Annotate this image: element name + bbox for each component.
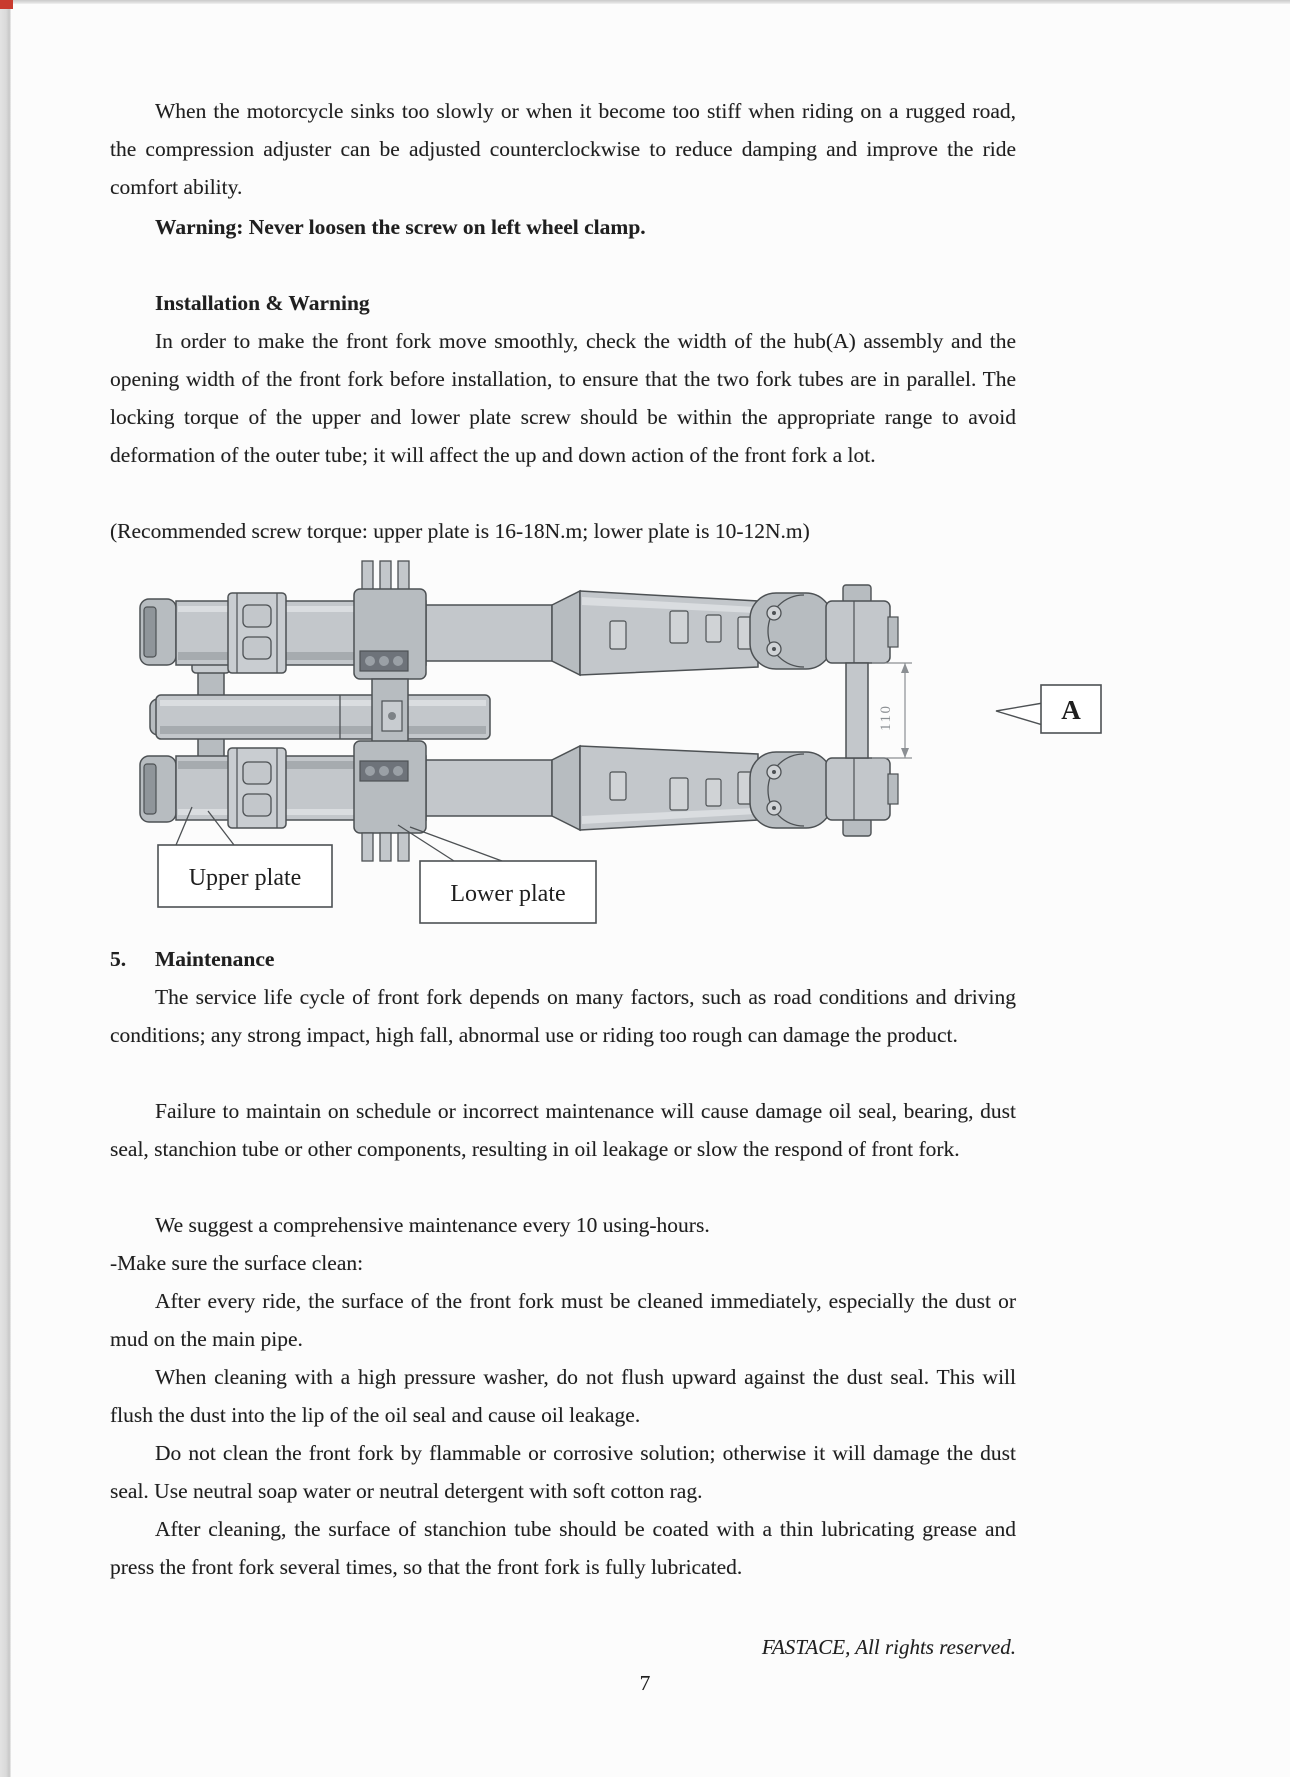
paragraph-m7: Do not clean the front fork by flammable or corrosive solution; otherwise it will damage the dust seal. Use neutral soap water or neutral detergent with soft cotton rag. <box>110 1441 1016 1503</box>
section-title: Maintenance <box>155 947 275 971</box>
red-corner-mark <box>0 0 13 9</box>
copyright-footer: FASTACE, All rights reserved. <box>761 1635 1016 1659</box>
scan-left-edge <box>0 0 11 1777</box>
fork-leg-bottom <box>140 746 898 836</box>
scan-top-edge <box>0 0 1290 4</box>
paragraph-m3: We suggest a comprehensive maintenance every 10 using-hours. <box>155 1213 710 1237</box>
fork-leg-top <box>140 585 898 675</box>
heading-maintenance <box>110 940 1016 978</box>
lower-plate-label: Lower plate <box>450 881 566 907</box>
a-callout <box>996 685 1101 733</box>
page-number: 7 <box>639 1671 651 1695</box>
paragraph-m2: Failure to maintain on schedule or incorrect maintenance will cause damage oil seal, bearing, dust seal, stanchion tube or other components, resulting in oil leakage or slow the respond of front fork. <box>110 1099 1016 1161</box>
a-callout-label: A <box>1061 695 1081 725</box>
paragraph-m8: After cleaning, the surface of stanchion tube should be coated with a thin lubricating grease and press the front fork several times, so that the front fork is fully lubricated. <box>110 1517 1016 1579</box>
paragraph-m6: When cleaning with a high pressure washer, do not flush upward against the dust seal. This will flush the dust into the lip of the oil seal and cause oil leakage. <box>110 1365 1016 1427</box>
paragraph-intro: When the motorcycle sinks too slowly or when it become too stiff when riding on a rugged road, the compression adjuster can be adjusted counterclockwise to reduce damping and improve the ride comfort ability. <box>110 99 1016 199</box>
lower-plate-callout <box>420 861 596 923</box>
paragraph-m1: The service life cycle of front fork depends on many factors, such as road conditions and driving conditions; any strong impact, high fall, abnormal use or riding too rough can damage the product. <box>110 985 1016 1047</box>
upper-plate-callout <box>158 845 332 907</box>
dimension-110-label: 110 <box>878 704 894 731</box>
torque-note: (Recommended screw torque: upper plate is 16-18N.m; lower plate is 10-12N.m) <box>110 519 810 543</box>
hub-axle <box>846 663 868 758</box>
dropout <box>750 593 832 669</box>
heading-installation: Installation & Warning <box>155 291 370 315</box>
axle-clamp <box>826 585 898 663</box>
steerer-tube <box>150 695 490 739</box>
paragraph-m4: -Make sure the surface clean: <box>110 1251 364 1275</box>
warning-line: Warning: Never loosen the screw on left wheel clamp. <box>155 215 646 239</box>
paragraph-m5: After every ride, the surface of the front fork must be cleaned immediately, especially the dust or mud on the main pipe. <box>110 1289 1016 1351</box>
adjuster-clamp-ring <box>228 593 286 673</box>
front-fork-diagram <box>110 555 1120 935</box>
upper-plate-label: Upper plate <box>188 865 302 891</box>
paragraph-installation: In order to make the front fork move smoothly, check the width of the hub(A) assembly and the opening width of the front fork before installation, to ensure that the two fork tubes are in parallel. The locking torque of the upper and lower plate screw should be within the appropriate range to avoid deformation of the outer tube; it will affect the up and down action of the front fork a lot. <box>110 329 1016 467</box>
section-number: 5. <box>110 947 127 971</box>
